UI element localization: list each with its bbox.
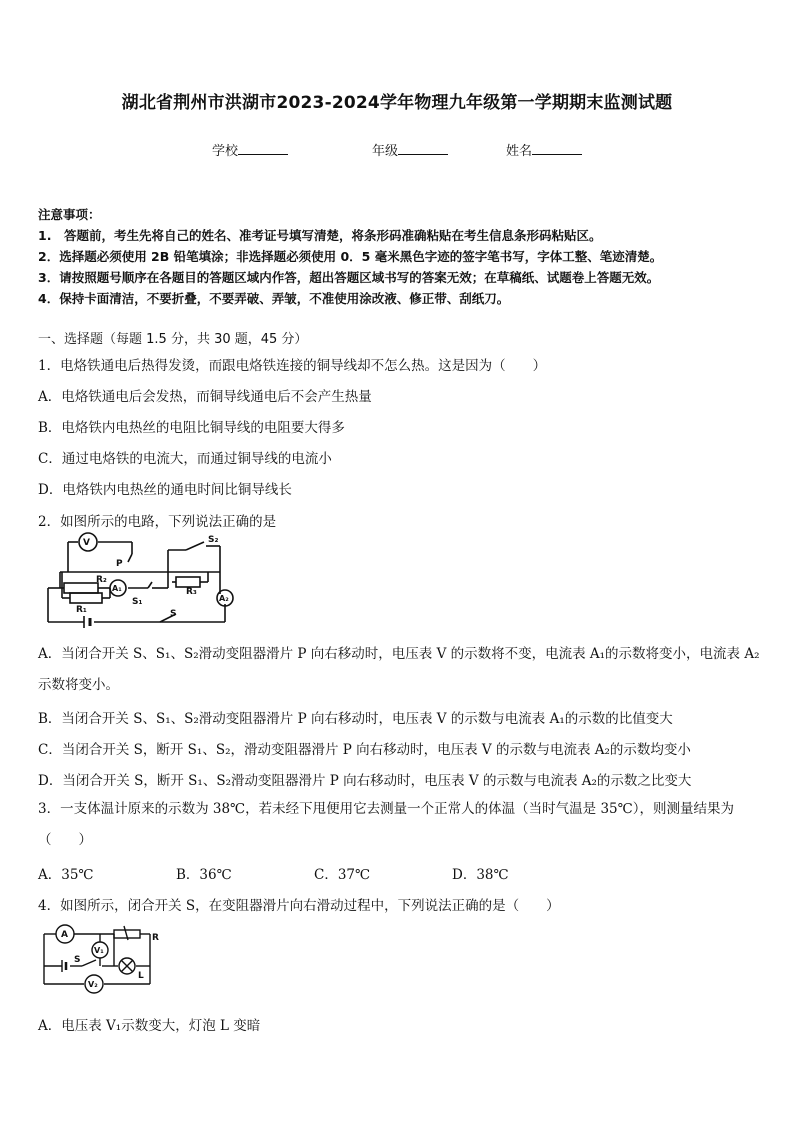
q2-option-a: A．当闭合开关 S、S₁、S₂滑动变阻器滑片 P 向右移动时，电压表 V 的示数将不变，电流表 A₁的示数将变小，电流表 A₂示数将变小。 [38, 646, 760, 693]
name-label: 姓名 [506, 144, 533, 159]
q2-stem: 2．如图所示的电路，下列说法正确的是 [38, 514, 277, 530]
q4-circuit-diagram [40, 922, 170, 994]
school-blank[interactable] [238, 142, 288, 155]
q2-label-r1: R₁ [76, 605, 87, 615]
q4-voltmeter-v2: V₂ [88, 980, 98, 989]
q1-stem: 1．电烙铁通电后热得发烫，而跟电烙铁连接的铜导线却不怎么热。这是因为（ ） [38, 358, 547, 374]
q3-option-a: A．35℃ [38, 867, 94, 883]
q3-option-b: B．36℃ [176, 867, 232, 883]
q2-label-r3: R₃ [186, 587, 197, 597]
q1-option-c: C．通过电烙铁的电流大，而通过铜导线的电流小 [38, 451, 332, 467]
q2-ammeter-a1: A₁ [112, 584, 122, 593]
q2-label-r2: R₂ [96, 575, 107, 585]
q4-option-a: A．电压表 V₁示数变大，灯泡 L 变暗 [38, 1018, 261, 1034]
notice-block [38, 204, 758, 309]
q2-ammeter-a2: A₂ [219, 594, 229, 603]
q3-options [38, 863, 638, 883]
school-field[interactable] [212, 140, 288, 159]
q2-label-s2: S₂ [208, 535, 219, 545]
q2-option-c: C．当闭合开关 S，断开 S₁、S₂，滑动变阻器滑片 P 向右移动时，电压表 V 的示数与电流表 A₂的示数均变小 [38, 742, 691, 758]
q2-label-s1: S₁ [132, 597, 143, 607]
q4-ammeter-a: A [61, 930, 68, 940]
q3-option-c: C．37℃ [314, 867, 371, 883]
notice-item: 1. 答题前，考生先将自己的姓名、准考证号填写清楚，将条形码准确粘贴在考生信息条形码粘贴区。 [38, 228, 602, 243]
q4-voltmeter-v1: V₁ [94, 946, 104, 955]
q4-stem: 4．如图所示，闭合开关 S，在变阻器滑片向右滑动过程中，下列说法正确的是（ ） [38, 898, 560, 914]
grade-label: 年级 [372, 144, 399, 159]
q4-label-s: S [74, 955, 81, 965]
q2-circuit-diagram [40, 532, 240, 634]
q4-label-r: R [152, 933, 159, 943]
name-blank[interactable] [532, 142, 582, 155]
page-title: 湖北省荆州市洪湖市2023-2024学年物理九年级第一学期期末监测试题 [121, 93, 673, 113]
q2-label-s: S [170, 609, 177, 619]
q2-label-p: P [116, 559, 123, 569]
q4-label-l: L [138, 971, 144, 981]
section-title: 一、选择题（每题 1.5 分，共 30 题，45 分） [38, 332, 308, 347]
notice-item: 3．请按照题号顺序在各题目的答题区域内作答，超出答题区域书写的答案无效；在草稿纸、试题卷上答题无效。 [38, 270, 660, 285]
q3-option-d: D．38℃ [452, 867, 509, 883]
school-label: 学校 [212, 144, 239, 159]
q2-option-d: D．当闭合开关 S，断开 S₁、S₂滑动变阻器滑片 P 向右移动时，电压表 V 的示数与电流表 A₂的示数之比变大 [38, 773, 692, 789]
grade-blank[interactable] [398, 142, 448, 155]
notice-item: 4．保持卡面清洁，不要折叠，不要弄破、弄皱，不准使用涂改液、修正带、刮纸刀。 [38, 291, 510, 306]
q3-stem: 3．一支体温计原来的示数为 38℃，若未经下甩便用它去测量一个正常人的体温（当时气温是 35℃），则测量结果为（ ） [38, 801, 734, 848]
q1-option-b: B．电烙铁内电热丝的电阻比铜导线的电阻要大得多 [38, 420, 345, 436]
grade-field[interactable] [372, 140, 448, 159]
q1-option-a: A．电烙铁通电后会发热，而铜导线通电后不会产生热量 [38, 389, 372, 405]
notice-item: 2．选择题必须使用 2B 铅笔填涂；非选择题必须使用 0．5 毫米黑色字迹的签字笔书写，字体工整、笔迹清楚。 [38, 249, 663, 264]
q2-option-b: B．当闭合开关 S、S₁、S₂滑动变阻器滑片 P 向右移动时，电压表 V 的示数与电流表 A₁的示数的比值变大 [38, 711, 673, 727]
name-field[interactable] [506, 140, 582, 159]
q2-voltmeter-v: V [83, 538, 90, 548]
q1-option-d: D．电烙铁内电热丝的通电时间比铜导线长 [38, 482, 292, 498]
notice-heading: 注意事项： [38, 207, 101, 222]
